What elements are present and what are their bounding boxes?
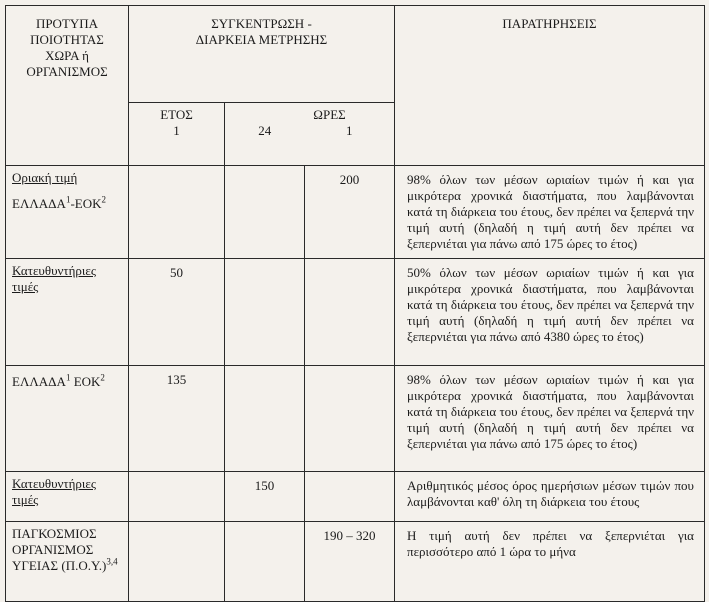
header-standards-line4: ΟΡΓΑΝΙΣΜΟΣ — [26, 64, 108, 79]
country-label — [12, 196, 122, 212]
table-row — [6, 166, 705, 259]
organization-name: ΠΑΓΚΟΣΜΙΟΣ ΟΡΓΑΝΙΣΜΟΣ ΥΓΕΙΑΣ (Π.Ο.Υ.) — [12, 526, 107, 573]
header-concentration-line1: ΣΥΓΚΕΝΤΡΩΣΗ - — [211, 16, 312, 31]
country-name: ΕΛΛΑΔΑ — [12, 374, 66, 389]
header-standards-line1: ΠΡΟΤΥΠΑ — [35, 16, 99, 31]
table-row — [6, 366, 705, 472]
remark-text: Η τιμή αυτή δεν πρέπει να ξεπερνιέται για περισσότερο από 1 ώρα το μήνα — [395, 522, 705, 602]
footnote-ref: 1 — [65, 372, 71, 383]
standard-label: Κατευθυντήριες τιμές — [12, 476, 96, 507]
year-value — [129, 522, 225, 602]
footnote-ref: 3,4 — [106, 556, 118, 567]
hours24-value: 150 — [225, 472, 305, 522]
standard-cell — [6, 522, 129, 602]
remark-text: 50% όλων των μέσων ωριαίων τιμών ή και για μικρότερα χρονικά διαστήματα, που λαμβάνονται κατά τη διάρκεια του έτους, δεν πρέπει να ξεπερνά την τιμή αυτή (δηλαδή η τιμή αυτή δεν πρέπει να ξεπερνιέται για πάνω από 4380 ώρες το έτος) — [395, 259, 705, 366]
standard-label: Οριακή τιμή — [12, 170, 78, 185]
country-name: ΕΛΛΑΔΑ — [12, 196, 66, 211]
country-org: ΕΟΚ — [70, 374, 101, 389]
hours1-value — [305, 366, 395, 472]
header-standards-line3: ΧΩΡΑ ή — [45, 48, 89, 63]
table-row — [6, 472, 705, 522]
header-hours-values — [225, 123, 394, 139]
country-label — [12, 374, 105, 389]
header-standards — [6, 6, 129, 166]
remark-text: 98% όλων των μέσων ωριαίων τιμών ή και για μικρότερα χρονικά διαστήματα, που λαμβάνονται κατά τη διάρκεια του έτους, δεν πρέπει να ξεπερνά την τιμή αυτή (δηλαδή η τιμή αυτή δεν πρέπει να ξεπερνιέται για πάνω από 175 ώρες το έτος) — [395, 166, 705, 259]
hours24-value — [225, 522, 305, 602]
hours1-value: 200 — [305, 166, 395, 259]
footnote-ref: 2 — [101, 194, 106, 205]
air-quality-standards-table — [5, 5, 705, 602]
remark-text: Αριθμητικός μέσος όρος ημερήσιων μέσων τιμών που λαμβάνονται καθ' όλη τη διάρκεια του έτους — [395, 472, 705, 522]
hours24-value — [225, 259, 305, 366]
table-row — [6, 259, 705, 366]
standard-label: Κατευθυντήριες τιμές — [12, 263, 96, 294]
remark-text: 98% όλων των μέσων ωριαίων τιμών ή και για μικρότερα χρονικά διαστήματα, που λαμβάνονται κατά τη διάρκεια του έτους, δεν πρέπει να ξεπερνά την τιμή αυτή (δηλαδή η τιμή αυτή δεν πρέπει να ξεπερνιέται για πάνω από 175 ώρες το έτος) — [395, 366, 705, 472]
header-hours-label: ΩΡΕΣ — [313, 107, 346, 122]
table-row — [6, 522, 705, 602]
year-value — [129, 472, 225, 522]
standard-cell — [6, 366, 129, 472]
header-year-value: 1 — [173, 123, 180, 138]
hours1-value — [305, 259, 395, 366]
header-remarks: ΠΑΡΑΤΗΡΗΣΕΙΣ — [395, 6, 705, 166]
header-year — [129, 103, 225, 166]
hours1-value — [305, 472, 395, 522]
year-value: 50 — [129, 259, 225, 366]
footnote-ref: 2 — [100, 372, 105, 383]
header-hours-24: 24 — [258, 123, 272, 138]
header-concentration-line2: ΔΙΑΡΚΕΙΑ ΜΕΤΡΗΣΗΣ — [195, 32, 328, 47]
header-standards-line2: ΠΟΙΟΤΗΤΑΣ — [30, 32, 104, 47]
hours1-value: 190 – 320 — [305, 522, 395, 602]
hours24-value — [225, 166, 305, 259]
footnote-ref: 1 — [65, 194, 71, 205]
header-row — [6, 6, 705, 103]
header-hours-1: 1 — [346, 123, 353, 138]
standard-cell — [6, 166, 129, 259]
year-value — [129, 166, 225, 259]
standard-cell — [6, 259, 129, 366]
country-org: -ΕΟΚ — [70, 196, 102, 211]
standard-cell — [6, 472, 129, 522]
header-concentration — [129, 6, 395, 103]
hours24-value — [225, 366, 305, 472]
year-value: 135 — [129, 366, 225, 472]
header-hours — [225, 103, 395, 166]
header-year-label: ΕΤΟΣ — [160, 107, 193, 122]
